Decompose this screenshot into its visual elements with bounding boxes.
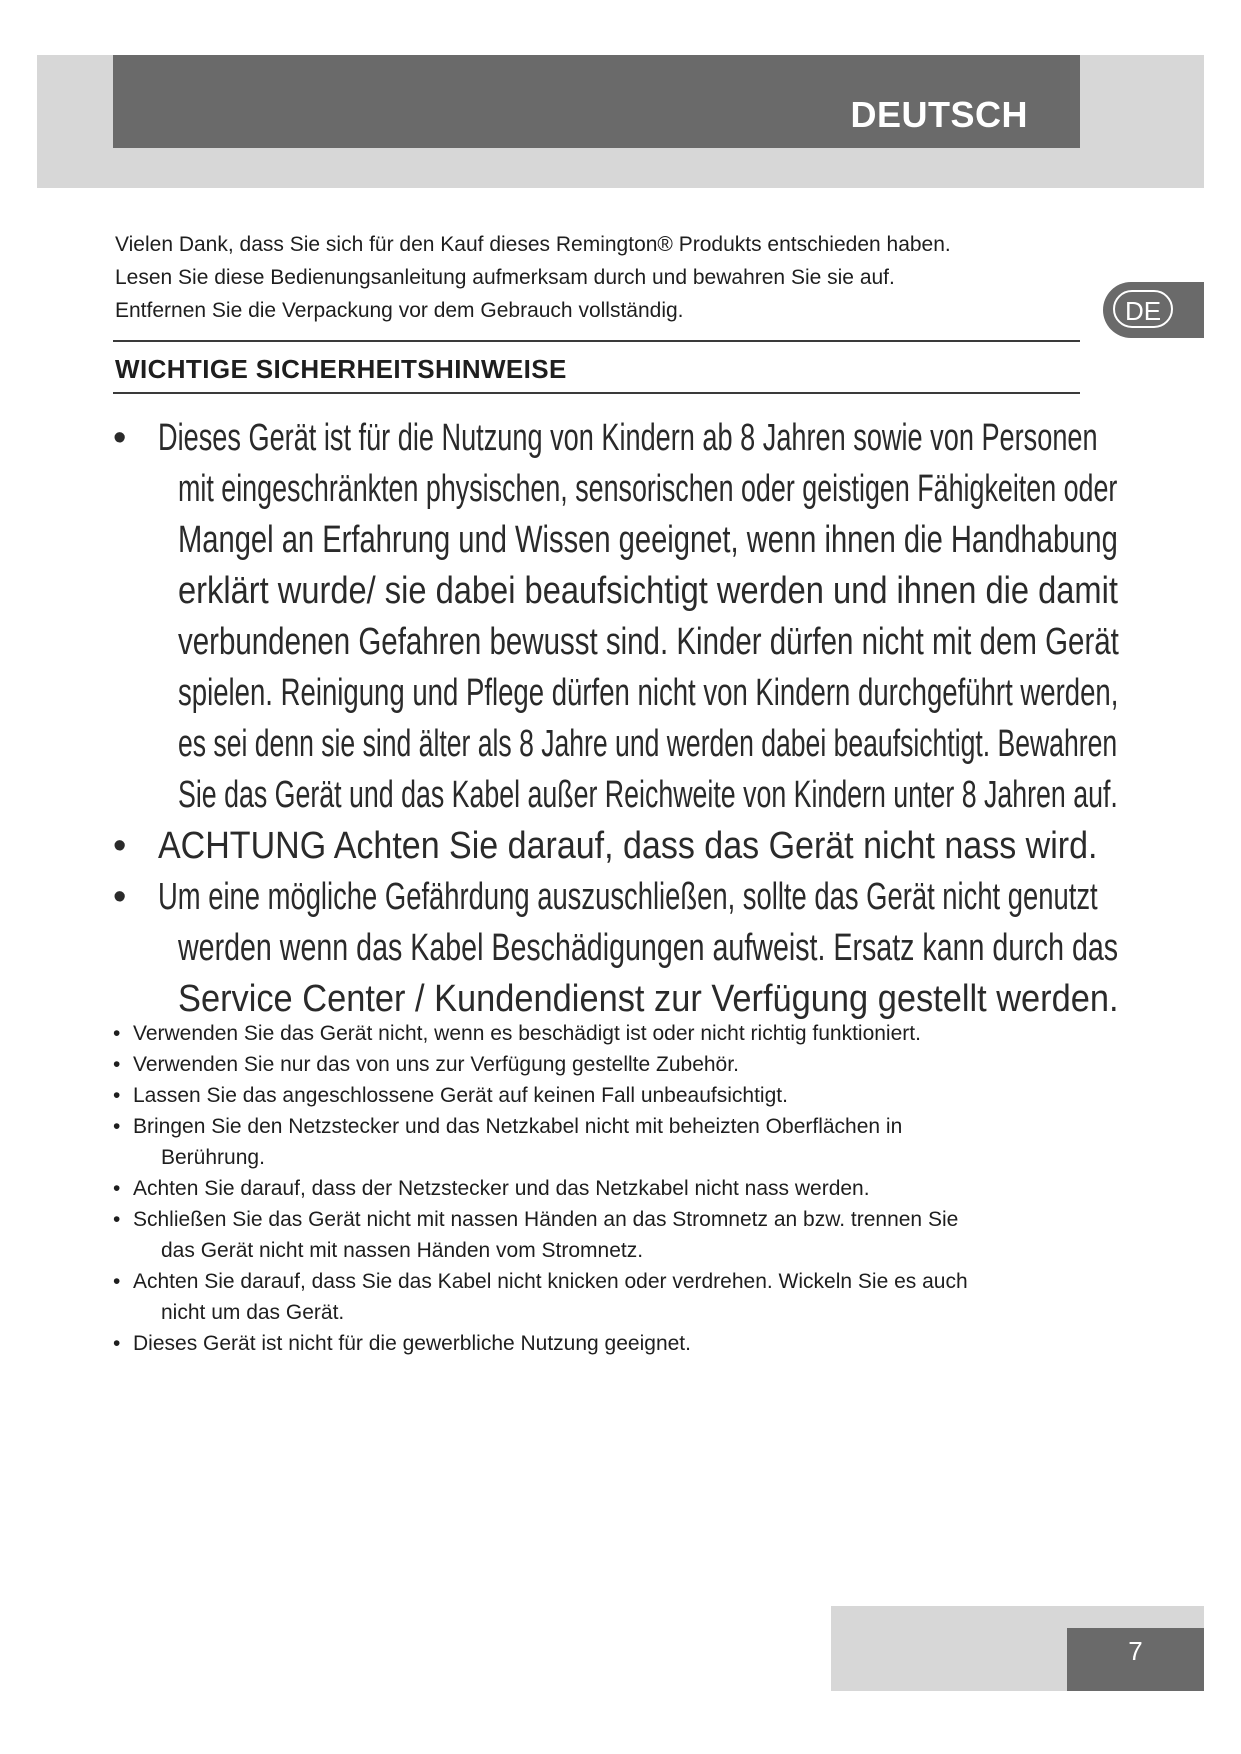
item-text: Verwenden Sie das Gerät nicht, wenn es beschädigt ist oder nicht richtig funktioniert. (133, 1022, 921, 1045)
continuation-line: Service Center / Kundendienst zur Verfügung gestellt werden. (178, 978, 1119, 1020)
large-safety-list (113, 413, 1119, 1025)
item-continuation: das Gerät nicht mit nassen Händen vom Stromnetz. (161, 1239, 644, 1262)
list-item (113, 1173, 1103, 1204)
continuation-line: mit eingeschränkten physischen, sensorischen oder geistigen Fähigkeiten oder (178, 468, 1118, 510)
continuation-line: erklärt wurde/ sie dabei beaufsichtigt werden und ihnen die damit (178, 570, 1118, 612)
continuation-line: spielen. Reinigung und Pflege dürfen nicht von Kindern durchgeführt werden, (178, 672, 1119, 714)
list-item (113, 1111, 1103, 1173)
item-text: Lassen Sie das angeschlossene Gerät auf keinen Fall unbeaufsichtigt. (133, 1084, 788, 1107)
list-item (113, 821, 1103, 872)
language-badge: DE (1113, 290, 1173, 328)
list-item (113, 1018, 1103, 1049)
continuation-line: Mangel an Erfahrung und Wissen geeignet, wenn ihnen die Handhabung (178, 519, 1118, 561)
section-title: WICHTIGE SICHERHEITSHINWEISE (115, 354, 567, 384)
item-text: Dieses Gerät ist nicht für die gewerbliche Nutzung geeignet. (133, 1332, 691, 1355)
item-continuation: Berührung. (161, 1146, 265, 1169)
page-number: 7 (1128, 1636, 1143, 1666)
item-text: Achten Sie darauf, dass der Netzstecker und das Netzkabel nicht nass werden. (133, 1177, 870, 1200)
item-first-line: • Dieses Gerät ist für die Nutzung von Kindern ab 8 Jahren sowie von Personen (158, 417, 1098, 459)
continuation-line: werden wenn das Kabel Beschädigungen aufweist. Ersatz kann durch das (178, 927, 1119, 969)
list-item (113, 413, 1119, 821)
item-text: Verwenden Sie nur das von uns zur Verfügung gestellte Zubehör. (133, 1053, 739, 1076)
header-box (113, 55, 1080, 148)
language-heading: DEUTSCH (850, 94, 1028, 135)
item-first-line: • ACHTUNG Achten Sie darauf, dass das Gerät nicht nass wird. (158, 825, 1098, 867)
item-continuation: nicht um das Gerät. (161, 1301, 345, 1324)
footer-box (1067, 1628, 1204, 1691)
item-text: Achten Sie darauf, dass Sie das Kabel nicht knicken oder verdrehen. Wickeln Sie es auch (133, 1270, 968, 1293)
intro-line: Vielen Dank, dass Sie sich für den Kauf dieses Remington® Produkts entschieden haben. (115, 233, 951, 256)
list-item (113, 1080, 1103, 1111)
continuation-line: es sei denn sie sind älter als 8 Jahre und werden dabei beaufsichtigt. Bewahren (178, 723, 1118, 765)
continuation-line: verbundenen Gefahren bewusst sind. Kinder dürfen nicht mit dem Gerät (178, 621, 1119, 663)
intro-line: Lesen Sie diese Bedienungsanleitung aufmerksam durch und bewahren Sie sie auf. (115, 266, 895, 289)
section-rule-top (113, 340, 1080, 342)
small-safety-list (113, 1018, 1103, 1359)
list-item (113, 872, 1119, 1025)
list-item (113, 1049, 1103, 1080)
intro-text (115, 228, 1075, 327)
list-item (113, 1266, 1103, 1328)
list-item (113, 1328, 1103, 1359)
item-first-line: • Um eine mögliche Gefährdung auszuschließen, sollte das Gerät nicht genutzt (158, 876, 1098, 918)
section-rule-bottom (113, 392, 1080, 394)
continuation-line: Sie das Gerät und das Kabel außer Reichweite von Kindern unter 8 Jahren auf. (178, 774, 1118, 816)
item-text: Bringen Sie den Netzstecker und das Netzkabel nicht mit beheizten Oberflächen in (133, 1115, 903, 1138)
list-item (113, 1204, 1103, 1266)
language-tab (1103, 282, 1204, 338)
item-text: Schließen Sie das Gerät nicht mit nassen Händen an das Stromnetz an bzw. trennen Sie (133, 1208, 959, 1231)
intro-line: Entfernen Sie die Verpackung vor dem Gebrauch vollständig. (115, 299, 684, 322)
item-continuation (158, 923, 1119, 1025)
item-continuation (158, 464, 1119, 821)
